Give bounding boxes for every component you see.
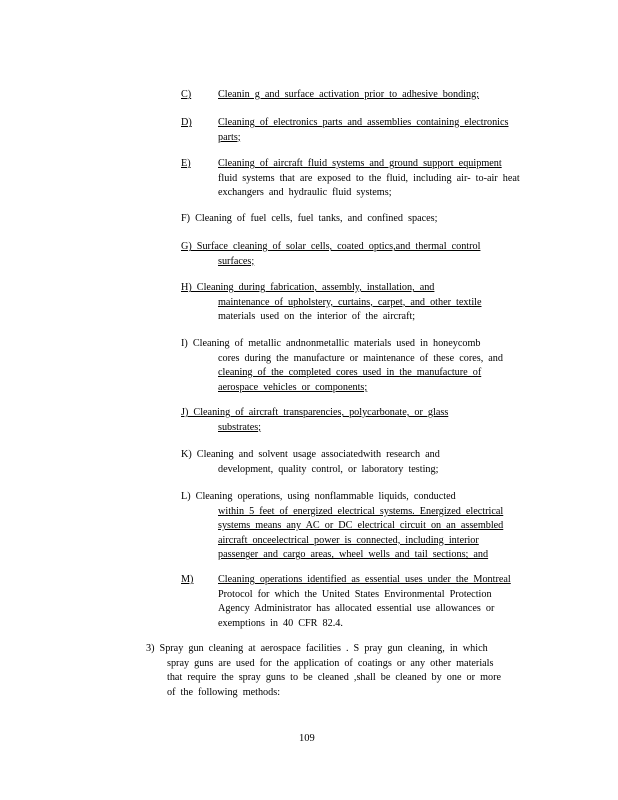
item-label: M): [181, 574, 194, 585]
item-line: H) Cleaning during fabrication, assembly, installation, and: [181, 282, 435, 293]
item-line: materials used on the interior of the aircraft;: [218, 311, 416, 323]
section-3-spray-gun-cleaning: [146, 642, 501, 700]
list-item-m: [181, 573, 511, 631]
page-number: 109: [299, 733, 315, 744]
item-line: Agency Administrator has allocated essential use allowances or: [218, 603, 495, 615]
item-line: I) Cleaning of metallic andnonmetallic materials used in honeycomb: [181, 338, 481, 349]
item-line: Protocol for which the United States Environmental Protection: [218, 588, 492, 600]
item-line: spray guns are used for the application of coatings or any other materials: [167, 657, 494, 669]
item-line: 3) Spray gun cleaning at aerospace facilities . S pray gun cleaning, in which: [146, 643, 488, 654]
item-line: G) Surface cleaning of solar cells, coated optics,and thermal control: [181, 241, 481, 252]
item-line: systems means any AC or DC electrical circuit on an assembled: [218, 520, 504, 532]
item-line: cores during the manufacture or maintenance of these cores, and: [218, 352, 503, 364]
item-line: surfaces;: [218, 255, 255, 267]
list-item-h: [181, 281, 482, 325]
item-line: aircraft onceelectrical power is connected, including interior: [218, 534, 479, 546]
item-line: passenger and cargo areas, wheel wells and tail sections; and: [218, 549, 489, 561]
item-line: parts;: [218, 131, 241, 143]
item-label: E): [181, 158, 191, 169]
item-line: within 5 feet of energized electrical systems. Energized electrical: [218, 505, 504, 517]
item-line: exchangers and hydraulic fluid systems;: [218, 187, 392, 199]
item-line: of the following methods:: [167, 686, 281, 698]
item-line: Cleanin g and surface activation prior to adhesive bonding;: [218, 89, 480, 100]
item-label: C): [181, 89, 192, 100]
list-item-f: [181, 212, 437, 227]
item-label: D): [181, 117, 192, 128]
item-line: Cleaning of electronics parts and assemblies containing electronics: [218, 117, 509, 128]
list-item-e: [181, 157, 520, 201]
item-line: aerospace vehicles or components;: [218, 381, 368, 393]
list-item-j: [181, 406, 448, 435]
list-item-k: [181, 448, 440, 477]
item-line: that require the spray guns to be cleaned ,shall be cleaned by one or more: [167, 672, 502, 684]
item-line: maintenance of upholstery, curtains, carpet, and other textile: [218, 296, 482, 308]
list-item-g: [181, 240, 480, 269]
item-line: substrates;: [218, 421, 262, 433]
item-line: Cleaning operations identified as essential uses under the Montreal: [218, 574, 511, 585]
item-line: L) Cleaning operations, using nonflammable liquids, conducted: [181, 491, 456, 502]
item-line: development, quality control, or laboratory testing;: [218, 463, 439, 475]
item-line: exemptions in 40 CFR 82.4.: [218, 617, 343, 629]
list-item-l: [181, 490, 503, 563]
item-line: K) Cleaning and solvent usage associatedwith research and: [181, 449, 440, 460]
list-item-i: [181, 337, 503, 395]
list-item-d: [181, 116, 509, 145]
item-line: Cleaning of aircraft fluid systems and ground support equipment: [218, 158, 502, 169]
item-line: cleaning of the completed cores used in the manufacture of: [218, 367, 482, 379]
item-line: fluid systems that are exposed to the fluid, including air- to-air heat: [218, 172, 520, 184]
item-line: J) Cleaning of aircraft transparencies, polycarbonate, or glass: [181, 407, 449, 418]
list-item-c: [181, 88, 479, 103]
item-line: F) Cleaning of fuel cells, fuel tanks, and confined spaces;: [181, 213, 438, 224]
